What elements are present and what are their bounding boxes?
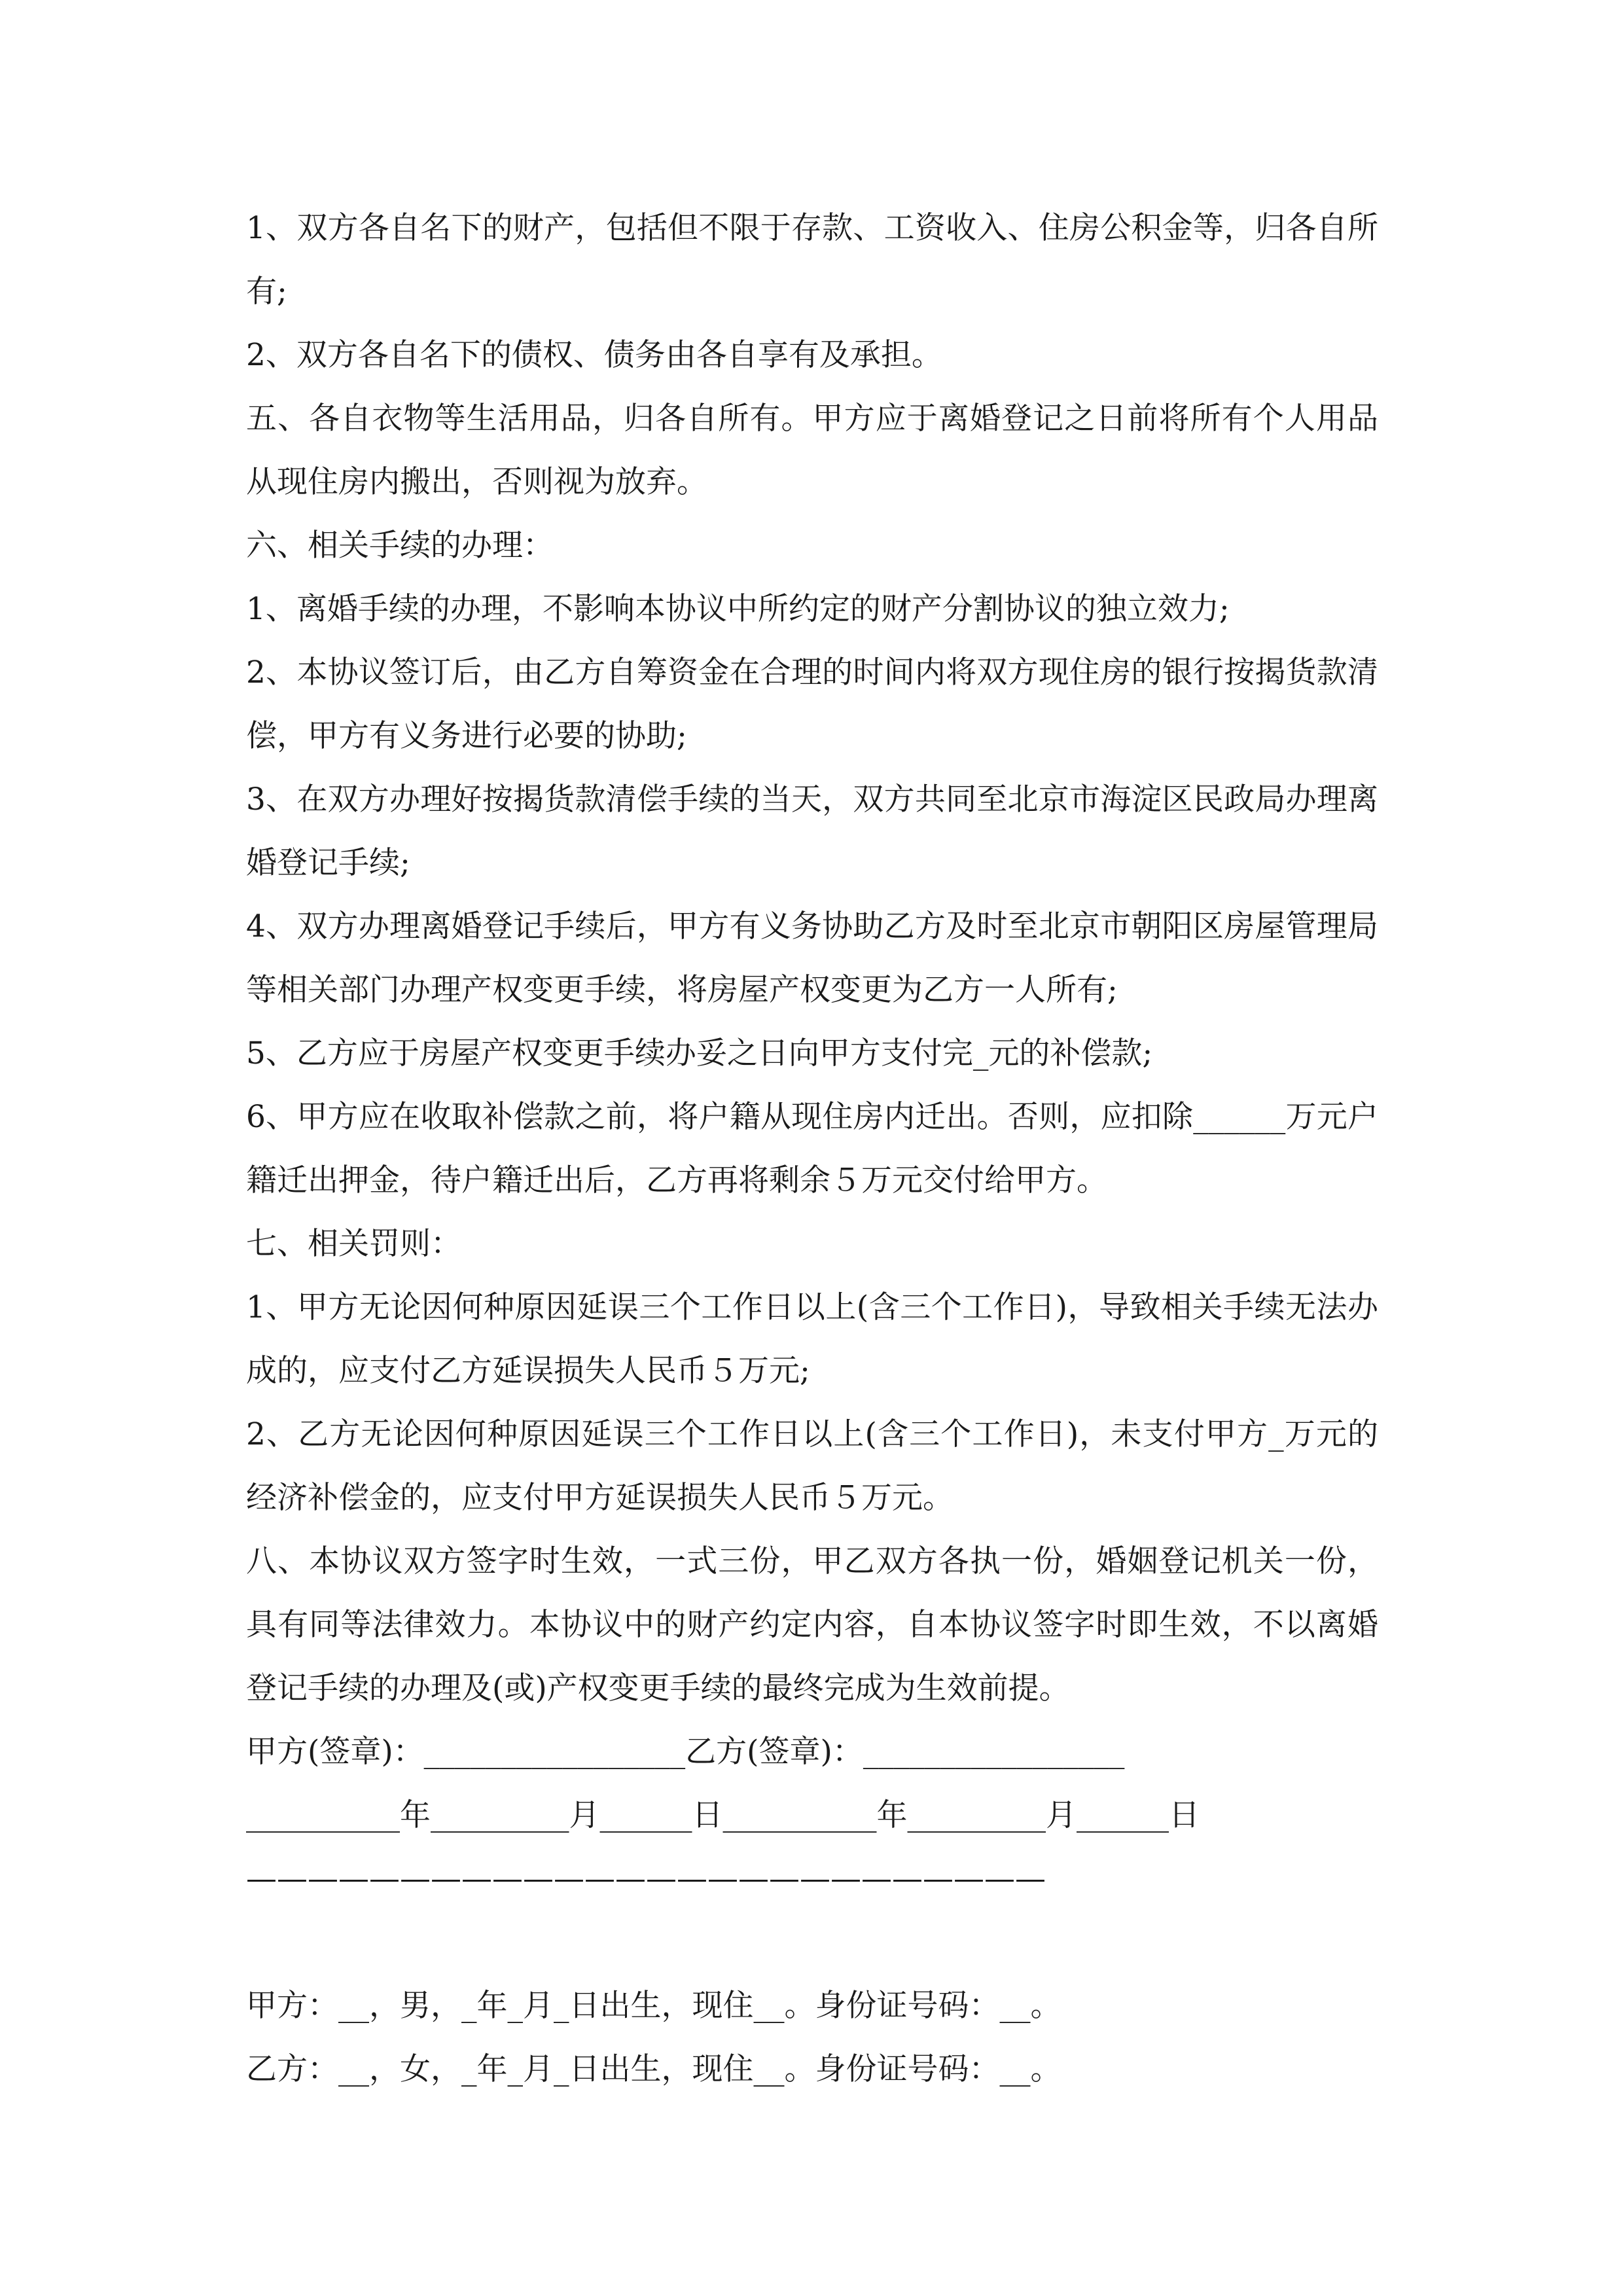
clause-procedure-6: 6、甲方应在收取补偿款之前，将户籍从现住房内迁出。否则，应扣除______万元户籍迁出押金，待户籍迁出后，乙方再将剩余５万元交付给甲方。 — [246, 1099, 1378, 1198]
clause-penalty-2: 2、乙方无论因何种原因延误三个工作日以上(含三个工作日)，未支付甲方_万元的经济补偿金的，应支付甲方延误损失人民币５万元。 — [246, 1416, 1378, 1516]
spacer — [246, 1910, 1378, 1974]
party-a-info: 甲方：__，男，_年_月_日出生，现住__。身份证号码：__。 — [246, 1988, 1061, 2024]
heading-procedures: 六、相关手续的办理： — [246, 528, 554, 564]
clause-debts: 2、双方各自名下的债权、债务由各自享有及承担。 — [246, 337, 942, 373]
clause-eight-effect: 八、本协议双方签字时生效，一式三份，甲乙双方各执一份，婚姻登记机关一份，具有同等法律效力。本协议中的财产约定内容，自本协议签字时即生效，不以离婚登记手续的办理及(或)产权变更手续的最终完成为生效前提。 — [246, 1543, 1378, 1706]
document-body — [246, 196, 1378, 2101]
separator-line: —————————————————————————— — [246, 1861, 1046, 1897]
party-b-info: 乙方：__，女，_年_月_日出生，现住__。身份证号码：__。 — [246, 2051, 1061, 2087]
date-line: __________年_________月______日__________年_________月______日 — [246, 1797, 1200, 1833]
clause-procedure-4: 4、双方办理离婚登记手续后，甲方有义务协助乙方及时至北京市朝阳区房屋管理局等相关部门办理产权变更手续，将房屋产权变更为乙方一人所有; — [246, 908, 1378, 1008]
clause-penalty-1: 1、甲方无论因何种原因延误三个工作日以上(含三个工作日)，导致相关手续无法办成的，应支付乙方延误损失人民币５万元; — [246, 1289, 1378, 1389]
clause-property-own: 1、双方各自名下的财产，包括但不限于存款、工资收入、住房公积金等，归各自所有; — [246, 210, 1378, 310]
clause-procedure-1: 1、离婚手续的办理，不影响本协议中所约定的财产分割协议的独立效力; — [246, 591, 1230, 627]
clause-procedure-2: 2、本协议签订后，由乙方自筹资金在合理的时间内将双方现住房的银行按揭货款清偿，甲方有义务进行必要的协助; — [246, 655, 1378, 754]
heading-penalties: 七、相关罚则： — [246, 1226, 461, 1262]
signature-line: 甲方(签章)：_________________乙方(签章)：_________________ — [246, 1734, 1125, 1770]
clause-procedure-5: 5、乙方应于房屋产权变更手续办妥之日向甲方支付完_元的补偿款; — [246, 1035, 1153, 1071]
clause-five-belongings: 五、各自衣物等生活用品，归各自所有。甲方应于离婚登记之日前将所有个人用品从现住房内搬出，否则视为放弃。 — [246, 401, 1378, 500]
clause-procedure-3: 3、在双方办理好按揭货款清偿手续的当天，双方共同至北京市海淀区民政局办理离婚登记手续; — [246, 781, 1378, 881]
